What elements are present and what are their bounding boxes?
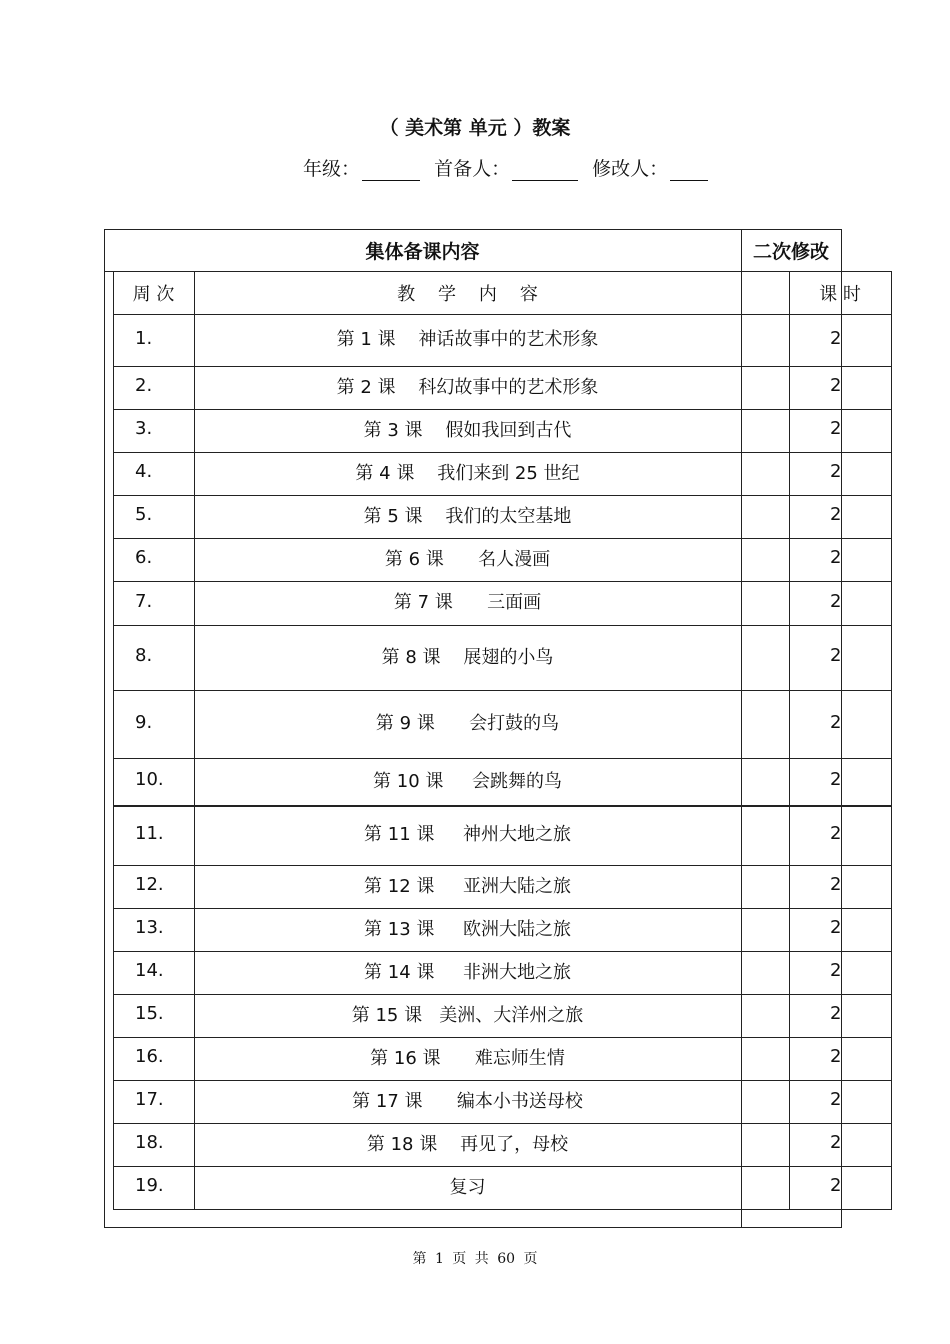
lesson-hours: 2 — [830, 917, 842, 938]
lesson-title: 第 9 课 会打鼓的鸟 — [375, 713, 560, 734]
week-number: 6. — [135, 547, 153, 568]
table-bottom-border — [104, 1227, 842, 1228]
week-number: 1. — [135, 327, 153, 349]
week-number: 11. — [135, 822, 164, 844]
grade-label: 年级： — [303, 158, 361, 180]
column-header-week: 周 次 — [132, 284, 175, 305]
lesson-hours: 2 — [830, 645, 842, 666]
lesson-hours: 2 — [830, 960, 842, 981]
week-number: 10. — [135, 769, 164, 790]
row-divider-last — [113, 1209, 892, 1210]
week-number: 7. — [135, 590, 153, 612]
preparer-label: 首备人： — [434, 158, 511, 180]
lesson-hours: 2 — [830, 1175, 842, 1196]
lesson-title: 第 5 课 我们的太空基地 — [363, 505, 572, 527]
lesson-title: 第 2 课 科幻故事中的艺术形象 — [336, 376, 599, 398]
lesson-title: 复习 — [449, 1176, 486, 1198]
column-header-hours: 课 时 — [819, 284, 861, 305]
grade-blank — [362, 158, 420, 181]
week-number: 15. — [135, 1003, 164, 1024]
revision-header: 二次修改 — [752, 241, 829, 263]
lesson-title: 第 8 课 展翅的小鸟 — [381, 646, 554, 668]
lesson-title: 第 6 课 名人漫画 — [384, 548, 551, 570]
lesson-hours: 2 — [830, 590, 842, 612]
page-title: （ 美术第 单元 ）教案 — [379, 117, 571, 139]
lesson-title: 第 7 课 三面画 — [393, 592, 542, 613]
lesson-hours: 2 — [830, 1003, 842, 1024]
lesson-title: 第 4 课 我们来到 25 世纪 — [355, 462, 580, 484]
week-number: 8. — [135, 645, 153, 666]
lesson-title: 第 1 课 神话故事中的艺术形象 — [336, 329, 599, 350]
week-number: 3. — [135, 418, 153, 439]
lesson-hours: 2 — [830, 1089, 842, 1110]
lesson-hours: 2 — [830, 1046, 842, 1067]
lesson-title: 第 13 课 欧洲大陆之旅 — [364, 918, 571, 940]
week-number: 18. — [135, 1132, 164, 1153]
week-number: 14. — [135, 960, 164, 981]
lesson-hours: 2 — [830, 461, 842, 482]
lesson-hours: 2 — [830, 547, 842, 568]
lesson-title: 第 11 课 神州大地之旅 — [364, 824, 571, 845]
preparer-blank — [512, 158, 578, 181]
week-number: 12. — [135, 874, 164, 895]
page-footer: 第 1 页 共 60 页 — [412, 1251, 538, 1267]
lesson-title: 第 16 课 难忘师生情 — [370, 1047, 565, 1069]
lesson-title: 第 3 课 假如我回到古代 — [363, 419, 572, 441]
lesson-title: 第 12 课 亚洲大陆之旅 — [364, 875, 571, 897]
lesson-title: 第 15 课 美洲、大洋州之旅 — [351, 1004, 584, 1026]
reviser-blank — [670, 158, 708, 181]
week-number: 4. — [135, 461, 153, 482]
lesson-title: 第 10 课 会跳舞的鸟 — [373, 770, 562, 792]
lesson-hours: 2 — [830, 418, 842, 439]
lesson-hours: 2 — [830, 375, 842, 396]
hours-col-divider — [789, 271, 790, 1210]
lesson-title: 第 17 课 编本小书送母校 — [352, 1090, 583, 1112]
inner-right-border — [891, 271, 892, 1210]
week-number: 5. — [135, 504, 153, 525]
table-left-border — [104, 229, 105, 1228]
revision-divider — [741, 229, 742, 1228]
lesson-hours: 2 — [830, 769, 842, 790]
column-header-content: 教 学 内 容 — [397, 284, 538, 305]
lesson-hours: 2 — [830, 504, 842, 525]
lesson-hours: 2 — [830, 327, 842, 349]
lesson-hours: 2 — [830, 1132, 842, 1153]
week-number: 13. — [135, 917, 164, 938]
reviser-label: 修改人： — [592, 158, 669, 180]
section-header: 集体备课内容 — [365, 241, 480, 263]
week-number: 9. — [135, 711, 153, 733]
week-number: 16. — [135, 1046, 164, 1067]
lesson-title: 第 14 课 非洲大地之旅 — [364, 961, 571, 983]
lesson-title: 第 18 课 再见了，母校 — [366, 1133, 569, 1155]
week-number: 17. — [135, 1089, 164, 1110]
inner-left-border — [113, 271, 114, 1210]
lesson-hours: 2 — [830, 822, 842, 844]
lesson-plan-meta — [303, 154, 716, 181]
week-number: 19. — [135, 1175, 164, 1196]
lesson-hours: 2 — [830, 874, 842, 895]
week-number: 2. — [135, 375, 153, 396]
lesson-hours: 2 — [830, 711, 842, 733]
